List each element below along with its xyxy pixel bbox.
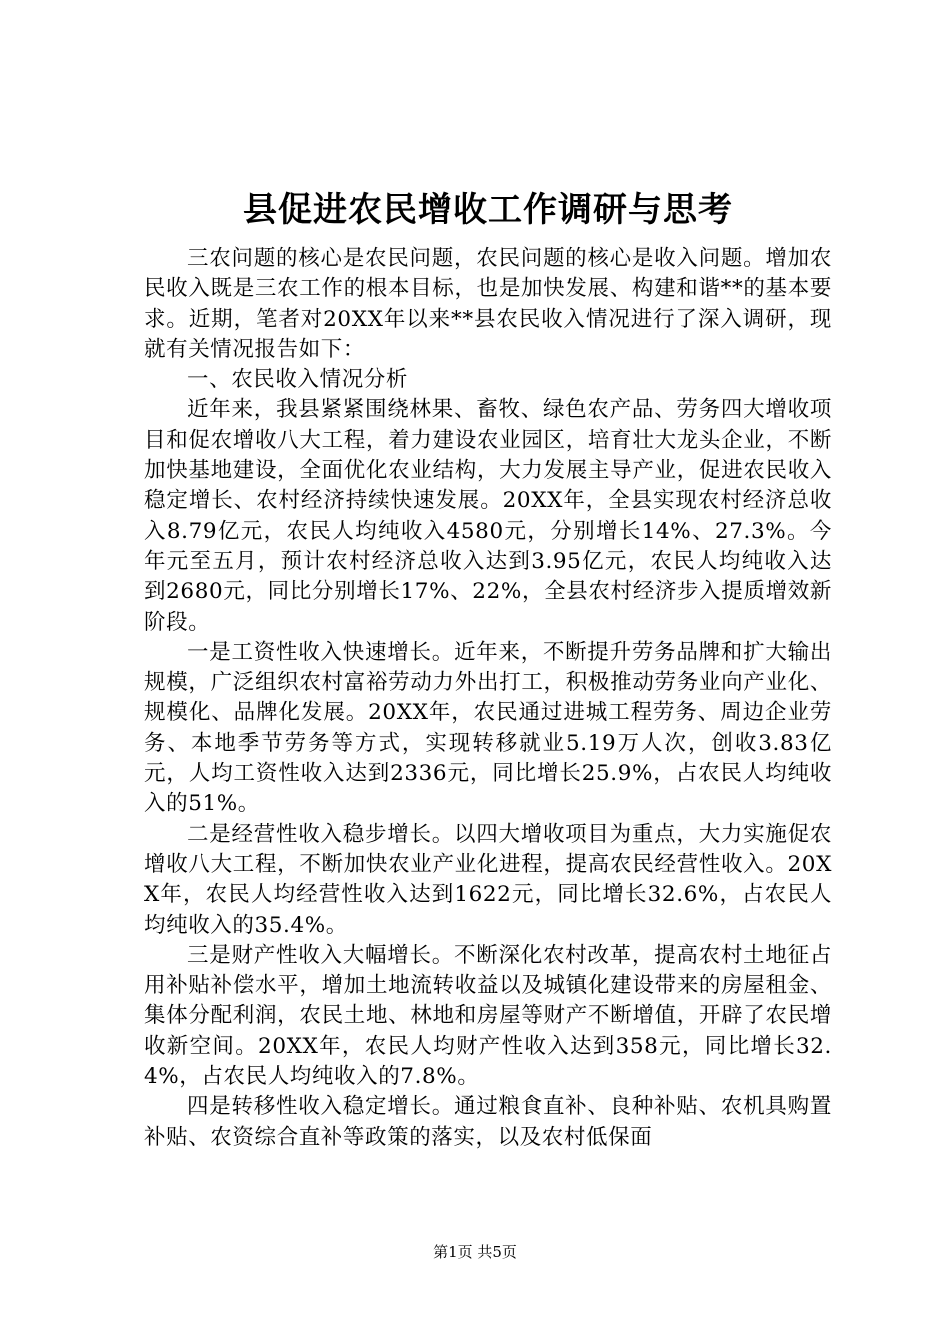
section-heading-income-analysis: 一、农民收入情况分析 [187,367,409,393]
paragraph-business-income: 二是经营性收入稳步增长。以四大增收项目为重点，大力实施促农增收八大工程，不断加快农业产业化进程，提高农民经营性收入。20XX年，农民人均经营性收入达到1622元，同比增长32.6%，占农民人均纯收入的35.4%。 [144,821,832,938]
paragraph-overview: 近年来，我县紧紧围绕林果、畜牧、绿色农产品、劳务四大增收项目和促农增收八大工程，着力建设农业园区，培育壮大龙头企业，不断加快基地建设，全面优化农业结构，大力发展主导产业，促进农民收入稳定增长、农村经济持续快速发展。20XX年，全县实现农村经济总收入8.79亿元，农民人均纯收入4580元，分别增长14%、27.3%。今年元至五月，预计农村经济总收入达到3.95亿元，农民人均纯收入达到2680元，同比分别增长17%、22%，全县农村经济步入提质增效新阶段。 [144,397,832,635]
paragraph-wage-income: 一是工资性收入快速增长。近年来，不断提升劳务品牌和扩大输出规模，广泛组织农村富裕劳动力外出打工，积极推动劳务业向产业化、规模化、品牌化发展。20XX年，农民通过进城工程劳务、周边企业劳务、本地季节劳务等方式，实现转移就业5.19万人次，创收3.83亿元，人均工资性收入达到2336元，同比增长25.9%，占农民人均纯收入的51%。 [144,639,832,817]
document-title: 县促进农民增收工作调研与思考 [243,190,733,230]
page-number-footer: 第1页 共5页 [433,1243,517,1261]
paragraph-property-income: 三是财产性收入大幅增长。不断深化农村改革，提高农村土地征占用补贴补偿水平，增加土地流转收益以及城镇化建设带来的房屋租金、集体分配利润，农民土地、林地和房屋等财产不断增值，开辟了农民增收新空间。20XX年，农民人均财产性收入达到358元，同比增长32.4%，占农民人均纯收入的7.8%。 [144,942,832,1090]
paragraph-intro: 三农问题的核心是农民问题，农民问题的核心是收入问题。增加农民收入既是三农工作的根本目标，也是加快发展、构建和谐**的基本要求。近期，笔者对20XX年以来**县农民收入情况进行了深入调研，现就有关情况报告如下： [144,246,832,362]
document-page [144,182,832,1153]
paragraph-transfer-income: 四是转移性收入稳定增长。通过粮食直补、良种补贴、农机具购置补贴、农资综合直补等政策的落实，以及农村低保面 [144,1094,832,1150]
